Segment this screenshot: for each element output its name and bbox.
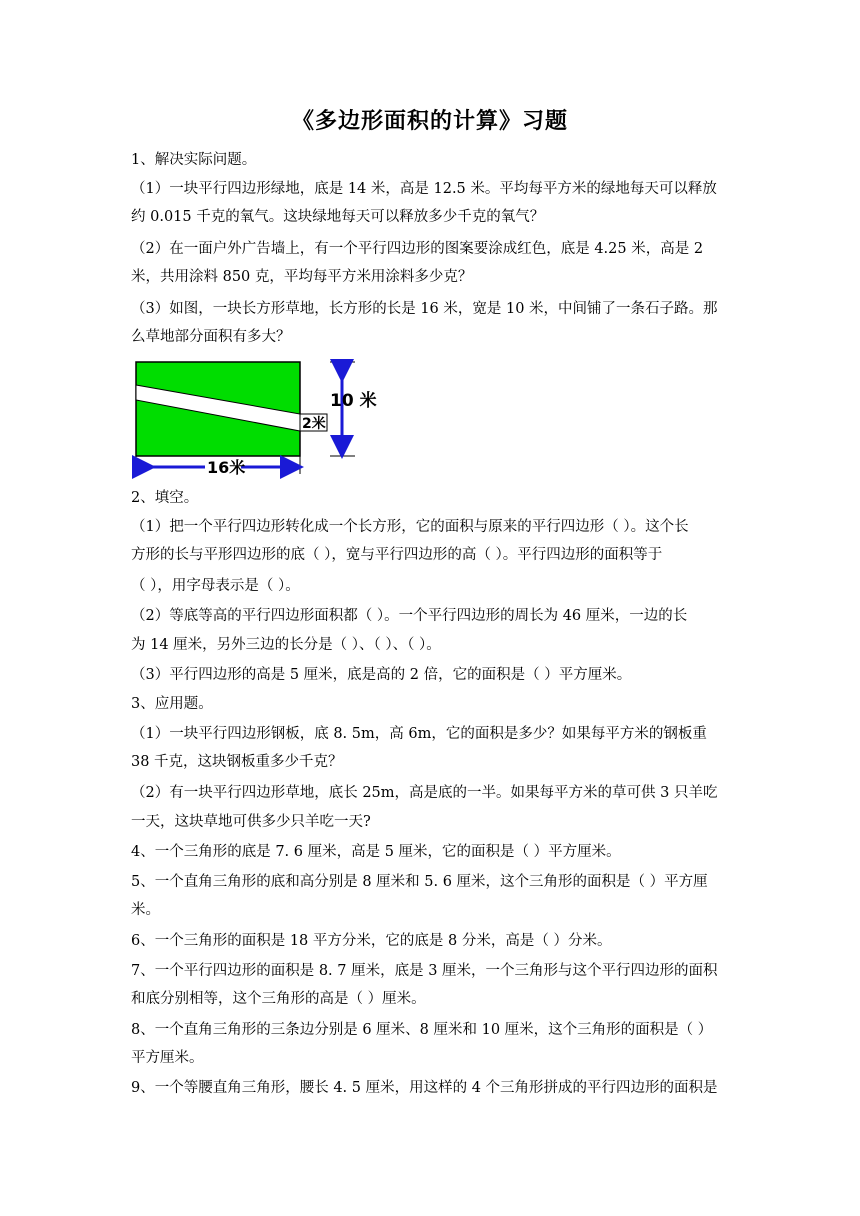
app-2-line-1: （2）有一块平行四边形草地，底长 25m，高是底的一半。如果每平方米的草可供 3 只羊吃 <box>131 785 718 801</box>
app-2-line-2: 一天，这块草地可供多少只羊吃一天? <box>131 814 371 830</box>
problem-1-3-line-1: （3）如图，一块长方形草地，长方形的长是 16 米，宽是 10 米，中间铺了一条石子路。那 <box>131 301 718 317</box>
question-8-line-1: 8、一个直角三角形的三条边分别是 6 厘米、8 厘米和 10 厘米，这个三角形的面积是（ ） <box>131 1022 713 1038</box>
problem-1-3-line-2: 么草地部分面积有多大？ <box>131 329 291 345</box>
fill-1-line-1: （1）把一个平行四边形转化成一个长方形，它的面积与原来的平行四边形（ ）。这个长 <box>131 519 689 535</box>
grass-field-figure <box>130 357 380 482</box>
fill-1-line-3: （ ），用字母表示是（ ）。 <box>131 578 300 594</box>
width-label: 10 米 <box>330 391 377 411</box>
problem-1-1-line-1: （1）一块平行四边形绿地，底是 14 米，高是 12.5 米。平均每平方米的绿地每天可以释放 <box>131 181 717 197</box>
section-2-heading: 2、填空。 <box>131 490 199 506</box>
question-9-line-1: 9、一个等腰直角三角形，腰长 4. 5 厘米，用这样的 4 个三角形拼成的平行四边形的面积是 <box>131 1080 718 1096</box>
question-5-line-2: 米。 <box>131 902 160 918</box>
section-3-heading: 3、应用题。 <box>131 696 213 712</box>
app-1-line-2: 38 千克，这块钢板重多少千克？ <box>131 754 343 770</box>
question-7-line-2: 和底分别相等，这个三角形的高是（ ）厘米。 <box>131 991 426 1007</box>
fill-3-line: （3）平行四边形的高是 5 厘米，底是高的 2 倍，它的面积是（ ）平方厘米。 <box>131 667 632 683</box>
problem-1-2-line-1: （2）在一面户外广告墙上，有一个平行四边形的图案要涂成红色，底是 4.25 米，高是 2 <box>131 241 704 257</box>
fill-2-line-1: （2）等底等高的平行四边形面积都（ ）。一个平行四边形的周长为 46 厘米，一边的长 <box>131 608 688 624</box>
question-4: 4、一个三角形的底是 7. 6 厘米，高是 5 厘米，它的面积是（ ）平方厘米。 <box>131 844 621 860</box>
fill-1-line-2: 方形的长与平形四边形的底（ ），宽与平行四边形的高（ ）。平行四边形的面积等于 <box>131 547 663 563</box>
length-label: 16米 <box>207 458 246 477</box>
page-title: 《多边形面积的计算》习题 <box>291 109 568 134</box>
fill-2-line-2: 为 14 厘米，另外三边的长分是（ ）、（ ）、（ ）。 <box>131 637 441 653</box>
question-8-line-2: 平方厘米。 <box>131 1050 204 1066</box>
question-7-line-1: 7、一个平行四边形的面积是 8. 7 厘米，底是 3 厘米，一个三角形与这个平行四边形的面积 <box>131 963 718 979</box>
path-width-label: 2米 <box>302 416 326 432</box>
problem-1-2-line-2: 米，共用涂料 850 克，平均每平方米用涂料多少克？ <box>131 269 473 285</box>
problem-1-1-line-2: 约 0.015 千克的氧气。这块绿地每天可以释放多少千克的氧气？ <box>131 209 545 225</box>
question-6: 6、一个三角形的面积是 18 平方分米，它的底是 8 分米，高是（ ）分米。 <box>131 933 612 949</box>
app-1-line-1: （1）一块平行四边形钢板，底 8. 5m，高 6m，它的面积是多少？如果每平方米的钢板重 <box>131 726 707 742</box>
section-1-heading: 1、解决实际问题。 <box>131 152 257 168</box>
question-5-line-1: 5、一个直角三角形的底和高分别是 8 厘米和 5. 6 厘米，这个三角形的面积是（ ）平方厘 <box>131 874 708 890</box>
